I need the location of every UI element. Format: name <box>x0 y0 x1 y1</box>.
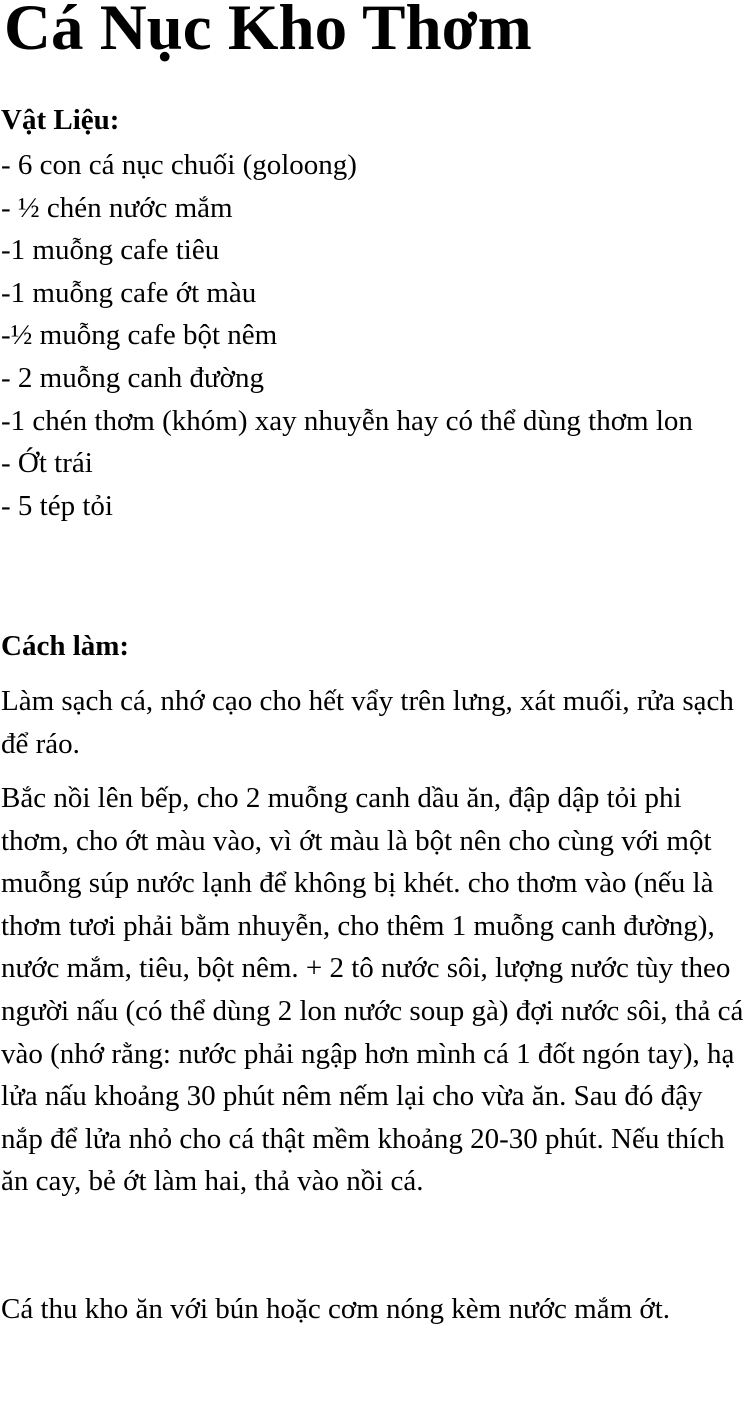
ingredient-item: -1 muỗng cafe ớt màu <box>1 276 257 309</box>
method-step-2: Bắc nồi lên bếp, cho 2 muỗng canh dầu ăn, đập dập tỏi phi thơm, cho ớt màu vào, vì ớt màu là bột nên cho cùng với một muỗng súp nước lạnh để không bị khét. cho thơm vào (nếu là thơm tươi phải bằm nhuyễn, cho thêm 1 muỗng canh đường), nước mắm, tiêu, bột nêm. + 2 tô nước sôi, lượng nước tùy theo người nấu (có thể dùng 2 lon nước soup gà) đợi nước sôi, thả cá vào (nhớ rằng: nước phải ngập hơn mình cá 1 đốt ngón tay), hạ lửa nấu khoảng 30 phút nêm nếm lại cho vừa ăn. Sau đó đậy nắp để lửa nhỏ cho cá thật mềm khoảng 20-30 phút. Nếu thích ăn cay, bẻ ớt làm hai, thả vào nồi cá. <box>1 782 744 1198</box>
recipe-title: Cá Nục Kho Thơm <box>4 0 532 64</box>
method-step-3: Cá thu kho ăn với bún hoặc cơm nóng kèm nước mắm ớt. <box>1 1293 671 1325</box>
ingredient-item: - Ớt trái <box>1 447 93 480</box>
ingredient-item: - 5 tép tỏi <box>1 489 113 522</box>
ingredients-list <box>1 144 746 527</box>
method-step-1: Làm sạch cá, nhớ cạo cho hết vẩy trên lưng, xát muối, rửa sạch để ráo. <box>1 685 734 760</box>
ingredient-item: -1 muỗng cafe tiêu <box>1 234 220 267</box>
ingredient-item: - ½ chén nước mắm <box>1 191 233 224</box>
ingredient-item: -½ muỗng cafe bột nêm <box>1 319 278 352</box>
ingredient-item: - 6 con cá nục chuối (goloong) <box>1 149 357 181</box>
method-heading: Cách làm: <box>1 630 130 662</box>
ingredients-heading: Vật Liệu: <box>1 104 120 136</box>
ingredient-item: - 2 muỗng canh đường <box>1 361 265 394</box>
ingredient-item: -1 chén thơm (khóm) xay nhuyễn hay có thể dùng thơm lon <box>1 404 693 437</box>
